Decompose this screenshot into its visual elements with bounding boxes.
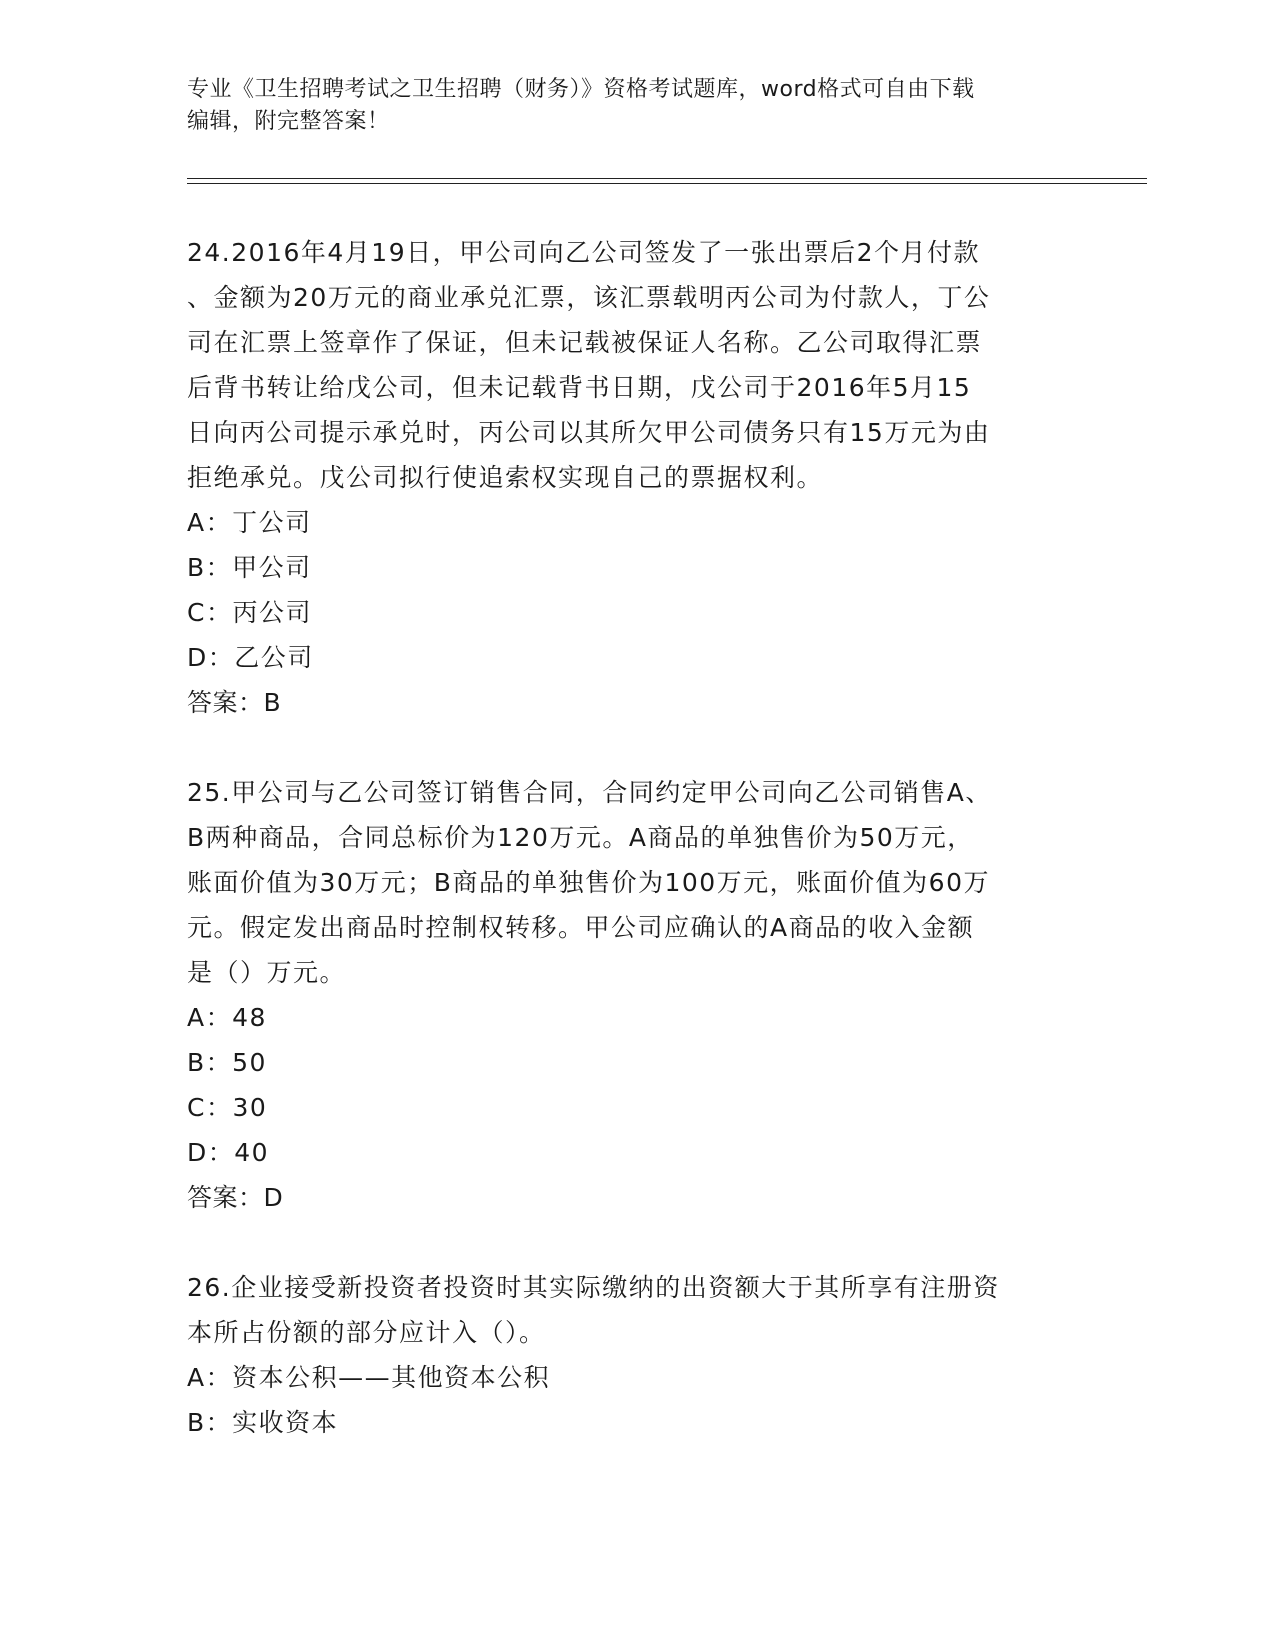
question-text-line: 24.2016年4月19日，甲公司向乙公司签发了一张出票后2个月付款 [187, 238, 981, 267]
question-text-line: 25.甲公司与乙公司签订销售合同，合同约定甲公司向乙公司销售A、 [187, 778, 992, 807]
header-double-rule [187, 178, 1147, 184]
option-a: A：丁公司 [187, 508, 312, 537]
question-list [187, 230, 1087, 1445]
option-c: C：30 [187, 1093, 268, 1122]
question-text-line: 本所占份额的部分应计入（）。 [187, 1318, 546, 1347]
question-text-line: 是（）万元。 [187, 958, 347, 987]
option-b: B：甲公司 [187, 553, 312, 582]
question-24 [187, 230, 1087, 725]
option-a: A：资本公积——其他资本公积 [187, 1363, 551, 1392]
question-26 [187, 1265, 1087, 1445]
option-c: C：丙公司 [187, 598, 312, 627]
option-b: B：50 [187, 1048, 267, 1077]
header-line: 编辑，附完整答案！ [187, 109, 390, 134]
question-text-line: 拒绝承兑。戊公司拟行使追索权实现自己的票据权利。 [187, 463, 824, 492]
question-text-line: B两种商品，合同总标价为120万元。A商品的单独售价为50万元， [187, 823, 974, 852]
option-b: B：实收资本 [187, 1408, 339, 1437]
option-d: D：乙公司 [187, 643, 314, 672]
question-text-line: 后背书转让给戊公司，但未记载背书日期，戊公司于2016年5月15 [187, 373, 972, 402]
option-d: D：40 [187, 1138, 270, 1167]
question-text-line: 日向丙公司提示承兑时，丙公司以其所欠甲公司债务只有15万元为由 [187, 418, 991, 447]
answer-line: 答案：D [187, 1183, 284, 1212]
question-spacer [187, 725, 1087, 770]
answer-line: 答案：B [187, 688, 282, 717]
question-text-line: 26.企业接受新投资者投资时其实际缴纳的出资额大于其所享有注册资 [187, 1273, 1000, 1302]
question-text-line: 元。假定发出商品时控制权转移。甲公司应确认的A商品的收入金额 [187, 913, 975, 942]
question-text-line: 司在汇票上签章作了保证，但未记载被保证人名称。乙公司取得汇票 [187, 328, 983, 357]
document-header [187, 74, 1087, 138]
header-line: 专业《卫生招聘考试之卫生招聘（财务）》资格考试题库，word格式可自由下载 [187, 77, 975, 102]
question-25 [187, 770, 1087, 1220]
question-text-line: 、金额为20万元的商业承兑汇票，该汇票载明丙公司为付款人，丁公 [187, 283, 991, 312]
option-a: A：48 [187, 1003, 267, 1032]
question-text-line: 账面价值为30万元；B商品的单独售价为100万元，账面价值为60万 [187, 868, 990, 897]
question-spacer [187, 1220, 1087, 1265]
